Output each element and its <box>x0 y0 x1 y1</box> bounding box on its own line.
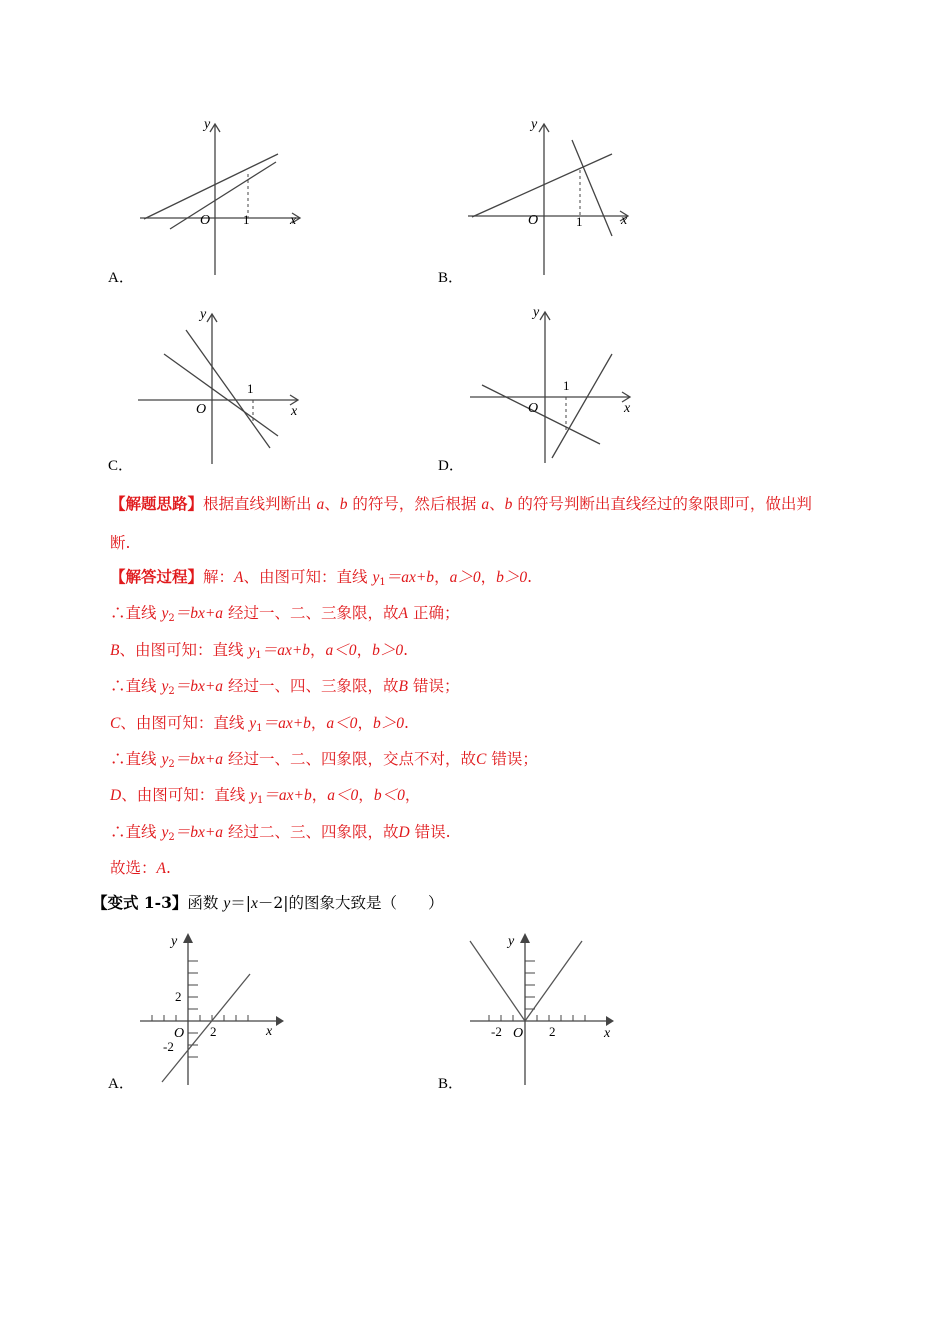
graph-variant-b-svg <box>468 925 618 1090</box>
a-lt0: a＜0 <box>326 715 358 732</box>
period: . <box>403 641 409 659</box>
comma: ， <box>358 786 374 804</box>
var-b: b <box>504 496 513 513</box>
from-graph: 、由图可知：直线 <box>121 786 246 804</box>
period: . <box>527 568 533 586</box>
variant-tag: 【变式 1-3】 <box>92 893 188 912</box>
x-ticks <box>489 1015 585 1021</box>
therefore: ∴直线 <box>110 823 157 841</box>
y: y <box>372 569 380 586</box>
eq-y1: ＝ax+b <box>263 787 312 804</box>
origin-label: O <box>196 402 207 417</box>
var-b: b <box>339 496 348 513</box>
thinking-line-2-text: 断. <box>110 534 131 552</box>
x-axis-label: x <box>291 404 298 419</box>
eq-y2: ＝bx+a <box>174 824 224 841</box>
answer-end: . <box>165 859 171 877</box>
period: . <box>403 714 409 732</box>
opt-c: C <box>476 751 487 768</box>
y-axis-label: y <box>200 307 207 322</box>
passes: 经过 <box>228 677 260 695</box>
sub1: 1 <box>257 795 264 806</box>
graph-option-a <box>138 112 308 280</box>
process-tag: 【解答过程】 <box>110 567 204 586</box>
line-y1 <box>482 385 600 444</box>
comma: ， <box>310 641 326 659</box>
tick-label-pos: 2 <box>549 1024 556 1039</box>
process-line-4 <box>110 676 459 702</box>
eq-y1: ＝ax+b <box>262 715 311 732</box>
y-ticks <box>188 961 198 1057</box>
eq-y2: ＝bx+a <box>174 678 224 695</box>
opt-b: B <box>398 678 408 695</box>
process-line-3 <box>110 640 408 666</box>
thinking-tag: 【解题思路】 <box>110 494 204 513</box>
comma: ， <box>356 641 373 659</box>
process-line-5 <box>110 713 409 739</box>
correct: 正确； <box>412 604 460 622</box>
comma: ， <box>357 714 373 732</box>
sub1: 1 <box>379 577 386 588</box>
quadrants-a: 一、二、三象限，故 <box>259 604 399 622</box>
x-arrow <box>276 1016 284 1026</box>
thinking-p3: 的符号判断出直线经过的象限即可，做出判 <box>517 495 812 513</box>
tick-label-pos: 2 <box>210 1024 217 1039</box>
y-arrow <box>183 933 193 943</box>
graph-option-b <box>466 112 636 280</box>
variant-x: x <box>250 895 258 912</box>
graph-option-a-svg <box>138 112 308 280</box>
graph-option-b-svg <box>466 112 636 280</box>
process-line-8 <box>110 822 451 848</box>
variant-option-b-label: B． <box>438 1076 464 1092</box>
sub1: 1 <box>256 723 263 734</box>
x-arrow <box>606 1016 614 1026</box>
quadrants-d: 二、三、四象限，故 <box>259 823 399 841</box>
origin-label: O <box>513 1026 524 1041</box>
graph-line-right <box>525 941 582 1021</box>
y: y <box>249 715 257 732</box>
y: y <box>161 751 169 768</box>
graph-line-left <box>470 941 525 1021</box>
tick-label-1: 1 <box>247 381 254 396</box>
thinking-p1: 根据直线判断出 <box>203 495 312 513</box>
eq-y1: ＝ax+b <box>385 569 435 586</box>
sub2: 2 <box>168 613 175 624</box>
option-a-label: A． <box>108 270 134 286</box>
tick-label-1: 1 <box>576 214 583 229</box>
opt-a: A <box>398 605 408 622</box>
graph-option-d <box>468 300 638 468</box>
sep: 、 <box>324 495 340 513</box>
therefore: ∴直线 <box>110 750 157 768</box>
tick-label-neg: -2 <box>491 1024 502 1039</box>
from-graph: 、由图可知：直线 <box>119 641 244 659</box>
y-axis-label: y <box>204 117 211 132</box>
option-d-label: D． <box>438 458 464 474</box>
line-y2 <box>552 354 612 458</box>
choose: 故选： <box>110 859 157 877</box>
var-a: a <box>481 496 490 513</box>
passes: 经过 <box>228 604 260 622</box>
a-lt0: a＜0 <box>325 642 357 659</box>
from-graph: 、由图可知：直线 <box>243 568 368 586</box>
passes: 经过 <box>228 750 260 768</box>
origin-label: O <box>174 1026 185 1041</box>
quadrants-c: 一、二、四象限，交点不对，故 <box>259 750 477 768</box>
opt-c: C <box>110 715 121 732</box>
graph-option-d-svg <box>468 300 638 468</box>
thinking-line-2 <box>110 533 130 553</box>
wrong: 错误. <box>414 823 451 841</box>
comma: ， <box>404 786 421 804</box>
sub2: 2 <box>168 832 175 843</box>
line-y1 <box>164 354 278 436</box>
thinking-line-1 <box>110 494 812 515</box>
process-line-7 <box>110 785 420 811</box>
b-lt0: b＜0 <box>373 787 405 804</box>
variant-eq: ＝| <box>230 894 251 912</box>
variant-y: y <box>223 895 231 912</box>
eq-y2: ＝bx+a <box>174 751 224 768</box>
tick-label-1: 1 <box>563 378 570 393</box>
process-line-1 <box>110 567 532 593</box>
graph-variant-b <box>468 925 618 1090</box>
comma: ， <box>310 714 327 732</box>
graph-variant-a <box>138 925 288 1090</box>
opt-d: D <box>110 787 122 804</box>
graph-variant-a-svg <box>138 925 288 1090</box>
sep: 、 <box>489 495 505 513</box>
y: y <box>161 824 169 841</box>
graph-option-c <box>136 302 306 470</box>
graph-option-c-svg <box>136 302 306 470</box>
wrong: 错误； <box>491 750 538 768</box>
answer: A <box>156 860 166 877</box>
tick-label-1: 1 <box>243 212 250 227</box>
origin-label: O <box>528 401 539 416</box>
process-line-6 <box>110 749 538 775</box>
process-line-2 <box>110 603 459 629</box>
y-arrow <box>520 933 530 943</box>
origin-label: O <box>528 213 539 228</box>
x-axis-label: x <box>624 401 631 416</box>
therefore: ∴直线 <box>110 677 157 695</box>
wrong: 错误； <box>412 677 460 695</box>
y-ticks <box>525 961 535 1009</box>
a-gt0: a＞0 <box>449 569 481 586</box>
comma: ， <box>311 786 328 804</box>
from-graph: 、由图可知：直线 <box>120 714 245 732</box>
tick-label-pos-y: 2 <box>175 989 182 1004</box>
y: y <box>248 642 256 659</box>
thinking-p2: 的符号，然后根据 <box>352 495 477 513</box>
b-gt0: b＞0 <box>372 642 404 659</box>
y: y <box>250 787 258 804</box>
sub2: 2 <box>168 686 175 697</box>
variant-rest: －2|的图象大致是（ ） <box>257 894 444 912</box>
sub2: 2 <box>168 759 175 770</box>
x-axis-label: x <box>621 213 628 228</box>
x-axis-label: x <box>604 1026 611 1041</box>
answer-line <box>110 858 171 879</box>
eq-y2: ＝bx+a <box>174 605 224 622</box>
opt-b: B <box>110 642 120 659</box>
y-axis-label: y <box>531 117 538 132</box>
var-a: a <box>316 496 325 513</box>
process-intro: 解： <box>203 568 235 586</box>
y-axis-label: y <box>508 934 515 949</box>
quadrants-b: 一、四、三象限，故 <box>259 677 399 695</box>
y-axis-label: y <box>533 305 540 320</box>
opt-a: A <box>234 569 244 586</box>
y: y <box>161 605 169 622</box>
x-axis-label: x <box>266 1024 273 1039</box>
line-y2 <box>170 162 276 229</box>
a-lt0: a＜0 <box>327 787 359 804</box>
tick-label-neg-y: -2 <box>163 1039 174 1054</box>
variant-option-a-label: A． <box>108 1076 134 1092</box>
opt-d: D <box>398 824 410 841</box>
eq-y1: ＝ax+b <box>261 642 311 659</box>
sub1: 1 <box>255 650 262 661</box>
y-axis-label: y <box>171 934 178 949</box>
x-axis-label: x <box>290 213 297 228</box>
option-b-label: B． <box>438 270 464 286</box>
variant-text1: 函数 <box>187 894 219 912</box>
y: y <box>161 678 169 695</box>
line-y1 <box>144 154 278 219</box>
b-gt0: b＞0 <box>496 569 528 586</box>
option-c-label: C． <box>108 458 134 474</box>
b-gt0: b＞0 <box>372 715 404 732</box>
therefore: ∴直线 <box>110 604 157 622</box>
comma: ， <box>434 568 450 586</box>
origin-label: O <box>200 213 211 228</box>
passes: 经过 <box>228 823 260 841</box>
comma: ， <box>480 568 497 586</box>
x-ticks <box>152 1015 248 1021</box>
line-y2 <box>186 330 270 448</box>
variant-question <box>92 893 443 914</box>
